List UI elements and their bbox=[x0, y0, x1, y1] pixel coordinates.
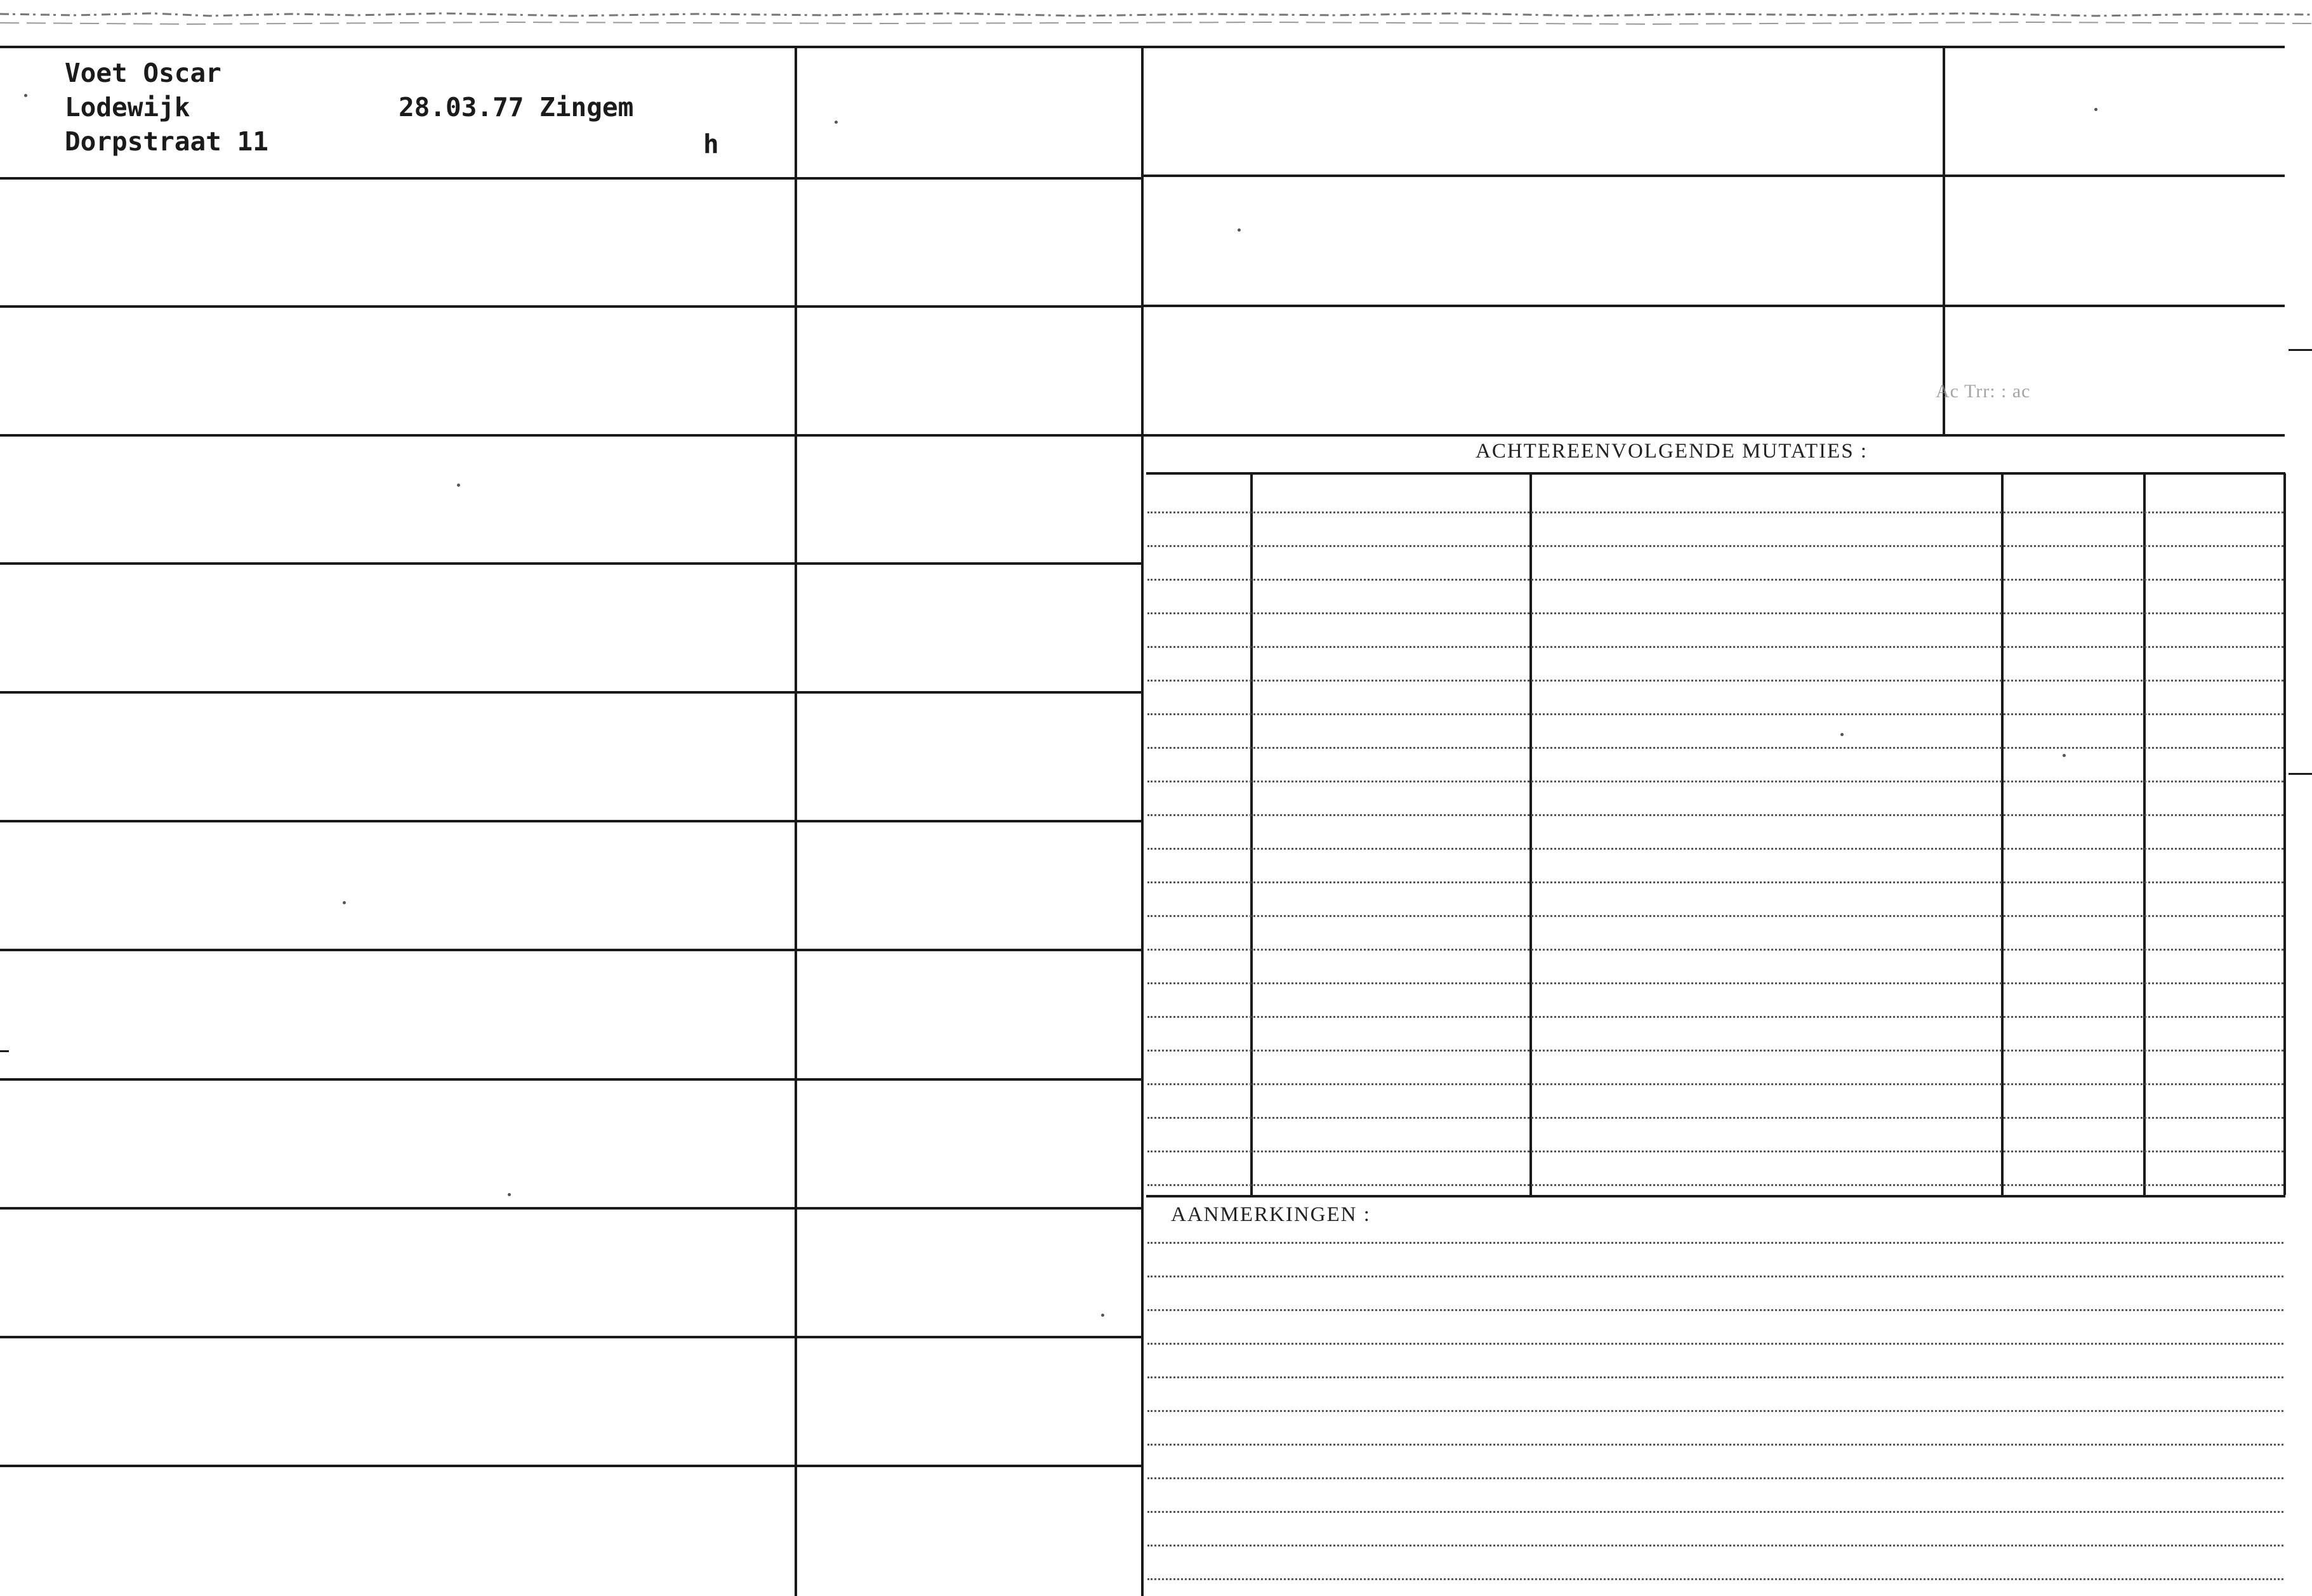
left-row-rule bbox=[0, 1465, 1142, 1467]
mutations-column-divider bbox=[1250, 473, 1253, 1195]
mutations-bottom-rule bbox=[1146, 1195, 2285, 1197]
mutations-dotted-line bbox=[1147, 1117, 2283, 1119]
mutations-dotted-line bbox=[1147, 915, 2283, 917]
record-mark: h bbox=[703, 129, 719, 159]
record-given-name: Lodewijk bbox=[65, 92, 190, 122]
mutations-column-divider bbox=[2001, 473, 2004, 1195]
scan-speck bbox=[343, 901, 346, 904]
left-row-rule bbox=[0, 1336, 1142, 1338]
remarks-header: AANMERKINGEN : bbox=[1171, 1203, 1371, 1226]
left-row-rule bbox=[0, 1078, 1142, 1081]
mutations-dotted-line bbox=[1147, 848, 2283, 850]
mutations-column-divider bbox=[2143, 473, 2146, 1195]
left-row-rule bbox=[0, 691, 1142, 694]
record-birth: 28.03.77 Zingem bbox=[399, 92, 634, 122]
mutations-dotted-line bbox=[1147, 781, 2283, 782]
margin-tick bbox=[2289, 349, 2312, 351]
mutations-dotted-line bbox=[1147, 1184, 2283, 1186]
remarks-dotted-line bbox=[1147, 1309, 2283, 1311]
mutations-dotted-line bbox=[1147, 713, 2283, 715]
scan-speck bbox=[457, 484, 460, 487]
scan-speck bbox=[1840, 733, 1844, 736]
remarks-dotted-line bbox=[1147, 1410, 2283, 1412]
mutations-dotted-line bbox=[1147, 612, 2283, 614]
mutations-header-rule bbox=[1146, 472, 2285, 475]
left-row-rule bbox=[0, 820, 1142, 822]
mutations-dotted-line bbox=[1147, 646, 2283, 648]
mutations-right-edge bbox=[2283, 473, 2286, 1195]
remarks-dotted-line bbox=[1147, 1343, 2283, 1345]
mutations-dotted-line bbox=[1147, 1151, 2283, 1152]
left-row-rule bbox=[0, 1207, 1142, 1210]
margin-tick bbox=[2289, 773, 2312, 775]
mutations-dotted-line bbox=[1147, 579, 2283, 581]
left-row-rule bbox=[0, 305, 1142, 308]
record-address: Dorpstraat 11 bbox=[65, 126, 268, 157]
mutations-dotted-line bbox=[1147, 680, 2283, 682]
mutations-column-divider bbox=[1529, 473, 1532, 1195]
mutations-dotted-line bbox=[1147, 747, 2283, 749]
mutations-dotted-line bbox=[1147, 814, 2283, 816]
right-top-rule bbox=[1142, 175, 2285, 177]
left-row-rule bbox=[0, 177, 1142, 180]
mutations-dotted-line bbox=[1147, 1083, 2283, 1085]
scan-edge-noise bbox=[0, 0, 2312, 38]
remarks-dotted-line bbox=[1147, 1444, 2283, 1446]
scan-speck bbox=[24, 94, 27, 97]
mutations-dotted-line bbox=[1147, 545, 2283, 547]
right-top-rule bbox=[1142, 434, 2285, 437]
mutations-dotted-line bbox=[1147, 949, 2283, 951]
record-surname: Voet Oscar bbox=[65, 58, 221, 88]
scan-speck bbox=[508, 1193, 511, 1196]
scan-speck bbox=[1238, 228, 1241, 232]
mutations-header: ACHTEREENVOLGENDE MUTATIES : bbox=[1476, 440, 1868, 463]
right-top-rule bbox=[1142, 305, 2285, 307]
left-row-rule bbox=[0, 949, 1142, 951]
remarks-dotted-line bbox=[1147, 1511, 2283, 1513]
faint-stamp: Ac Trr: : ac bbox=[1936, 381, 2031, 402]
remarks-dotted-line bbox=[1147, 1477, 2283, 1479]
left-row-rule bbox=[0, 562, 1142, 565]
remarks-dotted-line bbox=[1147, 1545, 2283, 1547]
left-row-rule bbox=[0, 434, 1142, 437]
remarks-dotted-line bbox=[1147, 1578, 2283, 1580]
mutations-dotted-line bbox=[1147, 982, 2283, 984]
mutations-dotted-line bbox=[1147, 511, 2283, 513]
scan-speck bbox=[835, 121, 838, 124]
mutations-dotted-line bbox=[1147, 1050, 2283, 1052]
mutations-dotted-line bbox=[1147, 1016, 2283, 1018]
mutations-dotted-line bbox=[1147, 881, 2283, 883]
scan-speck bbox=[2094, 108, 2097, 111]
remarks-dotted-line bbox=[1147, 1242, 2283, 1244]
remarks-dotted-line bbox=[1147, 1376, 2283, 1378]
scan-speck bbox=[2063, 754, 2066, 757]
right-top-divider bbox=[1943, 47, 1945, 437]
scan-speck bbox=[1101, 1314, 1104, 1317]
remarks-dotted-line bbox=[1147, 1276, 2283, 1277]
margin-tick bbox=[0, 1050, 9, 1052]
